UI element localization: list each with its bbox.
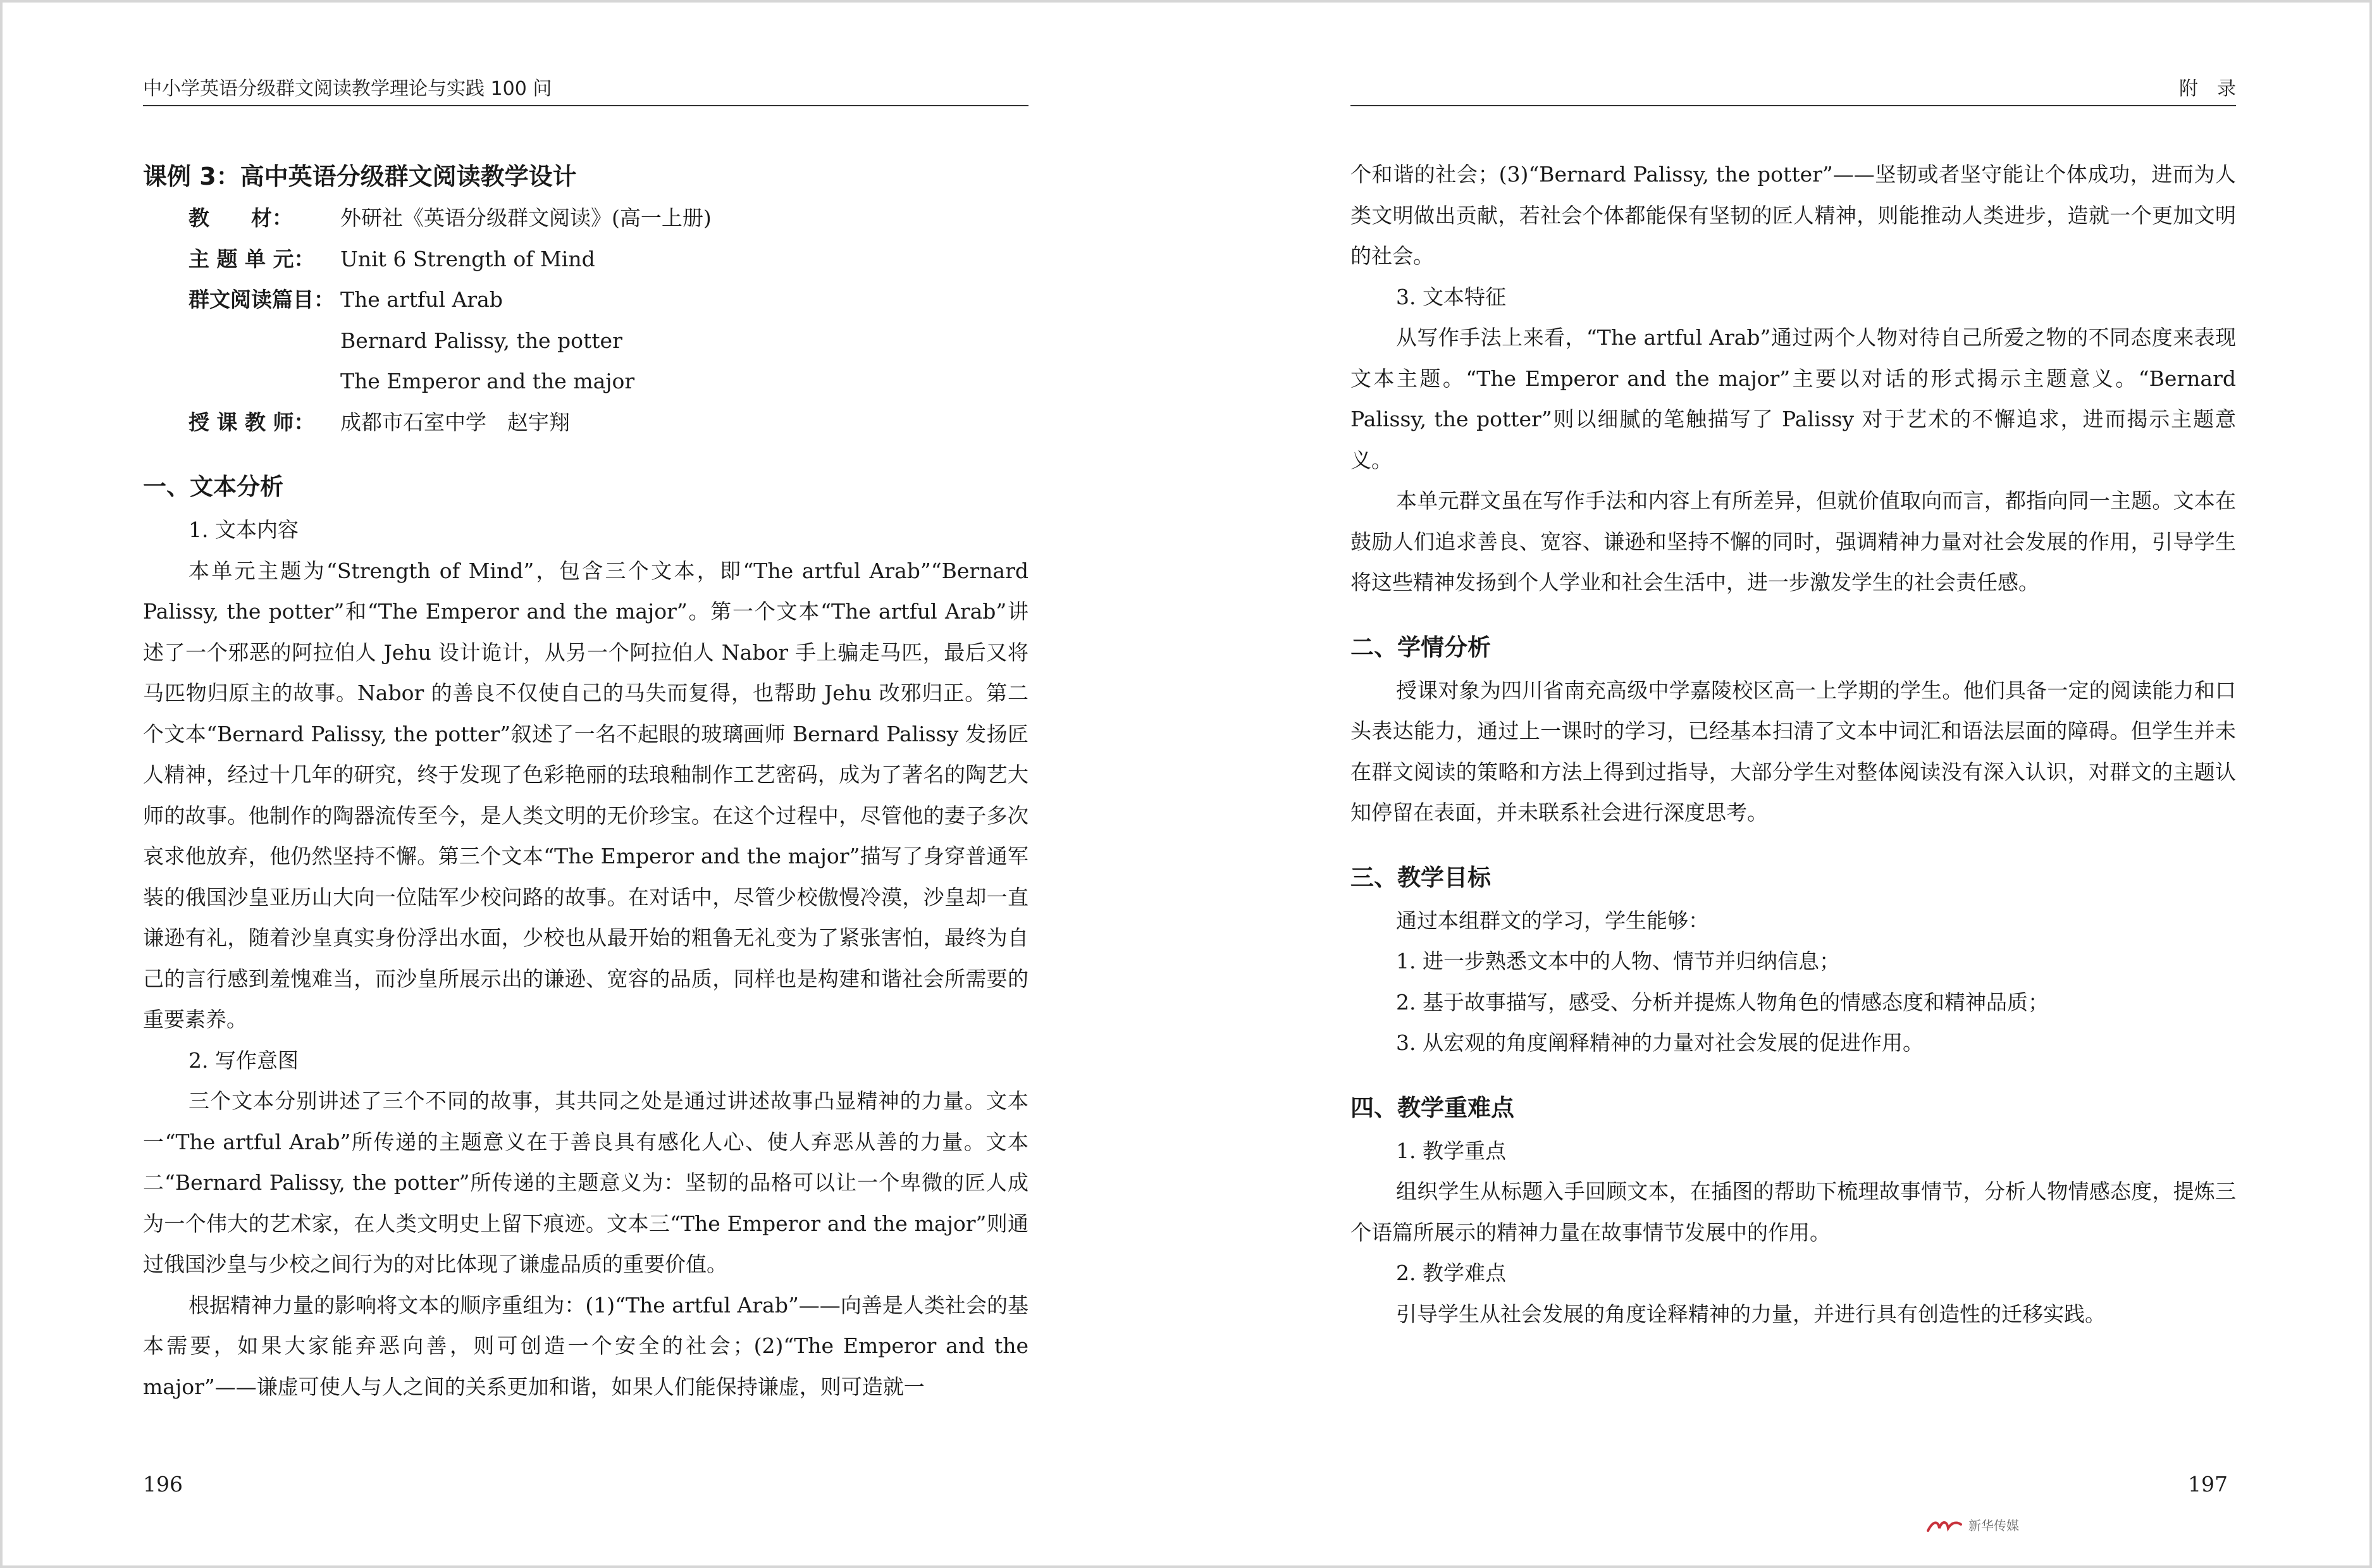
meta-row-reading-3 [143,361,1028,402]
subheading-text-content: 1. 文本内容 [188,517,299,542]
paragraph: 本单元主题为“Strength of Mind”，包含三个文本，即“The artful Arab”“Bernard Palissy, the potter”和“The Emperor and the major”。第一个文本“The artful Arab”讲述了一个邪恶的阿拉伯人 Jehu 设计诡计，从另一个阿拉伯人 Nabor 手上骗走马匹，最后又将马匹物归原主的故事。Nabor 的善良不仅使自己的马失而复得，也帮助 Jehu 改邪归正。第二个文本“Bernard Palissy, the potter”叙述了一名不起眼的玻璃画师 Bernard Palissy 发扬匠人精神，经过十几年的研究，终于发现了色彩艳丽的珐琅釉制作工艺密码，成为了著名的陶艺大师的故事。他制作的陶器流传至今，是人类文明的无价珍宝。在这个过程中，尽管他的妻子多次哀求他放弃，他仍然坚持不懈。第三个文本“The Emperor and the major”描写了身穿普通军装的俄国沙皇亚历山大向一位陆军少校问路的故事。在对话中，尽管少校傲慢冷漠，沙皇却一直谦逊有礼，随着沙皇真实身份浮出水面，少校也从最开始的粗鲁无礼变为了紧张害怕，最终为自己的言行感到羞愧难当，而沙皇所展示出的谦逊、宽容的品质，同样也是构建和谐社会所需要的重要素养。 [143,558,1028,1032]
subheading-text-features: 3. 文本特征 [1396,284,1506,309]
meta-row-unit [143,239,1028,280]
meta-label [188,321,340,362]
meta-value: The Emperor and the major [340,369,635,393]
paragraph: 本单元群文虽在写作手法和内容上有所差异，但就价值取向而言，都指向同一主题。文本在鼓励人们追求善良、宽容、谦逊和坚持不懈的同时，强调精神力量对社会发展的作用，引导学生将这些精神发扬到个人学业和社会生活中，进一步激发学生的社会责任感。 [1350,488,2236,595]
right-page-body [1350,154,2236,1335]
paragraph: 授课对象为四川省南充高级中学嘉陵校区高一上学期的学生。他们具备一定的阅读能力和口头表达能力，通过上一课时的学习，已经基本扫清了文本中词汇和语法层面的障碍。但学生并未在群文阅读的策略和方法上得到过指导，大部分学生对整体阅读没有深入认识，对群文的主题认知停留在表面，并未联系社会进行深度思考。 [1350,677,2236,825]
lesson-title: 课例 3：高中英语分级群文阅读教学设计 [143,163,577,190]
subheading-key-point: 1. 教学重点 [1396,1138,1506,1163]
subheading-difficult-point: 2. 教学难点 [1396,1261,1506,1285]
meta-value: 外研社《英语分级群文阅读》(高一上册) [340,206,712,230]
section-heading-learner-analysis: 二、学情分析 [1350,633,1491,661]
meta-row-reading-2 [143,321,1028,362]
section-heading-text-analysis: 一、文本分析 [143,473,283,500]
running-head: 附 录 [1350,73,2236,106]
paragraph-continued: 个和谐的社会；(3)“Bernard Palissy, the potter”——坚韧或者坚守能让个体成功，进而为人类文明做出贡献，若社会个体都能保有坚韧的匠人精神，则能推动人类进步，造就一个更加文明的社会。 [1350,162,2236,268]
section-heading-teaching-goals: 三、教学目标 [1350,863,1491,891]
meta-value: Unit 6 Strength of Mind [340,246,595,271]
book-spread [3,3,2369,1565]
publisher-swoosh-icon [1925,1517,1963,1534]
running-head: 中小学英语分级群文阅读教学理论与实践 100 问 [143,73,1028,106]
paragraph: 组织学生从标题入手回顾文本，在插图的帮助下梳理故事情节，分析人物情感态度，提炼三个语篇所展示的精神力量在故事情节发展中的作用。 [1350,1179,2236,1245]
publisher-logo [1925,1513,2019,1538]
paragraph: 根据精神力量的影响将文本的顺序重组为：(1)“The artful Arab”——向善是人类社会的基本需要，如果大家能弃恶向善，则可创造一个安全的社会；(2)“The Emperor and the major”——谦虚可使人与人之间的关系更加和谐，如果人们能保持谦虚，则可造就一 [143,1292,1028,1399]
publisher-name: 新华传媒 [1968,1518,2019,1533]
paragraph: 引导学生从社会发展的角度诠释精神的力量，并进行具有创造性的迁移实践。 [1396,1301,2106,1326]
page-number: 196 [143,1472,183,1497]
list-item: 1. 进一步熟悉文本中的人物、情节并归纳信息； [1396,949,1840,973]
meta-label: 教 材： [188,206,293,230]
meta-value: The artful Arab [340,287,503,312]
meta-value: 成都市石室中学 赵宇翔 [340,409,570,435]
paragraph: 三个文本分别讲述了三个不同的故事，其共同之处是通过讲述故事凸显精神的力量。文本一“The artful Arab”所传递的主题意义在于善良具有感化人心、使人弃恶从善的力量。文本二“Bernard Palissy, the potter”所传递的主题意义为：坚韧的品格可以让一个卑微的匠人成为一个伟大的艺术家，在人类文明史上留下痕迹。文本三“The Emperor and the major”则通过俄国沙皇与少校之间行为的对比体现了谦虚品质的重要价值。 [143,1089,1028,1276]
meta-label: 主 题 单 元： [188,246,315,271]
meta-row-teacher [143,402,1028,443]
meta-label: 群文阅读篇目： [188,287,335,312]
section-heading-key-points: 四、教学重难点 [1350,1094,1514,1121]
subheading-writing-intent: 2. 写作意图 [188,1047,299,1073]
left-page-body [143,157,1028,1407]
goals-intro: 通过本组群文的学习，学生能够： [1396,908,1709,933]
meta-label: 授 课 教 师： [188,409,315,435]
meta-label [188,361,340,402]
left-page [3,3,1186,1565]
meta-row-readings [143,280,1028,321]
paragraph: 从写作手法上来看，“The artful Arab”通过两个人物对待自己所爱之物的不同态度来表现文本主题。“The Emperor and the major”主要以对话的形式揭示主题意义。“Bernard Palissy, the potter”则以细腻的笔触描写了 Palissy 对于艺术的不懈追求，进而揭示主题意义。 [1350,325,2236,472]
meta-row-textbook [143,198,1028,239]
list-item: 2. 基于故事描写，感受、分析并提炼人物角色的情感态度和精神品质； [1396,989,2049,1015]
list-item: 3. 从宏观的角度阐释精神的力量对社会发展的促进作用。 [1396,1030,1924,1055]
meta-value: Bernard Palissy, the potter [340,328,622,353]
page-number: 197 [2188,1472,2228,1497]
right-page [1186,3,2369,1565]
